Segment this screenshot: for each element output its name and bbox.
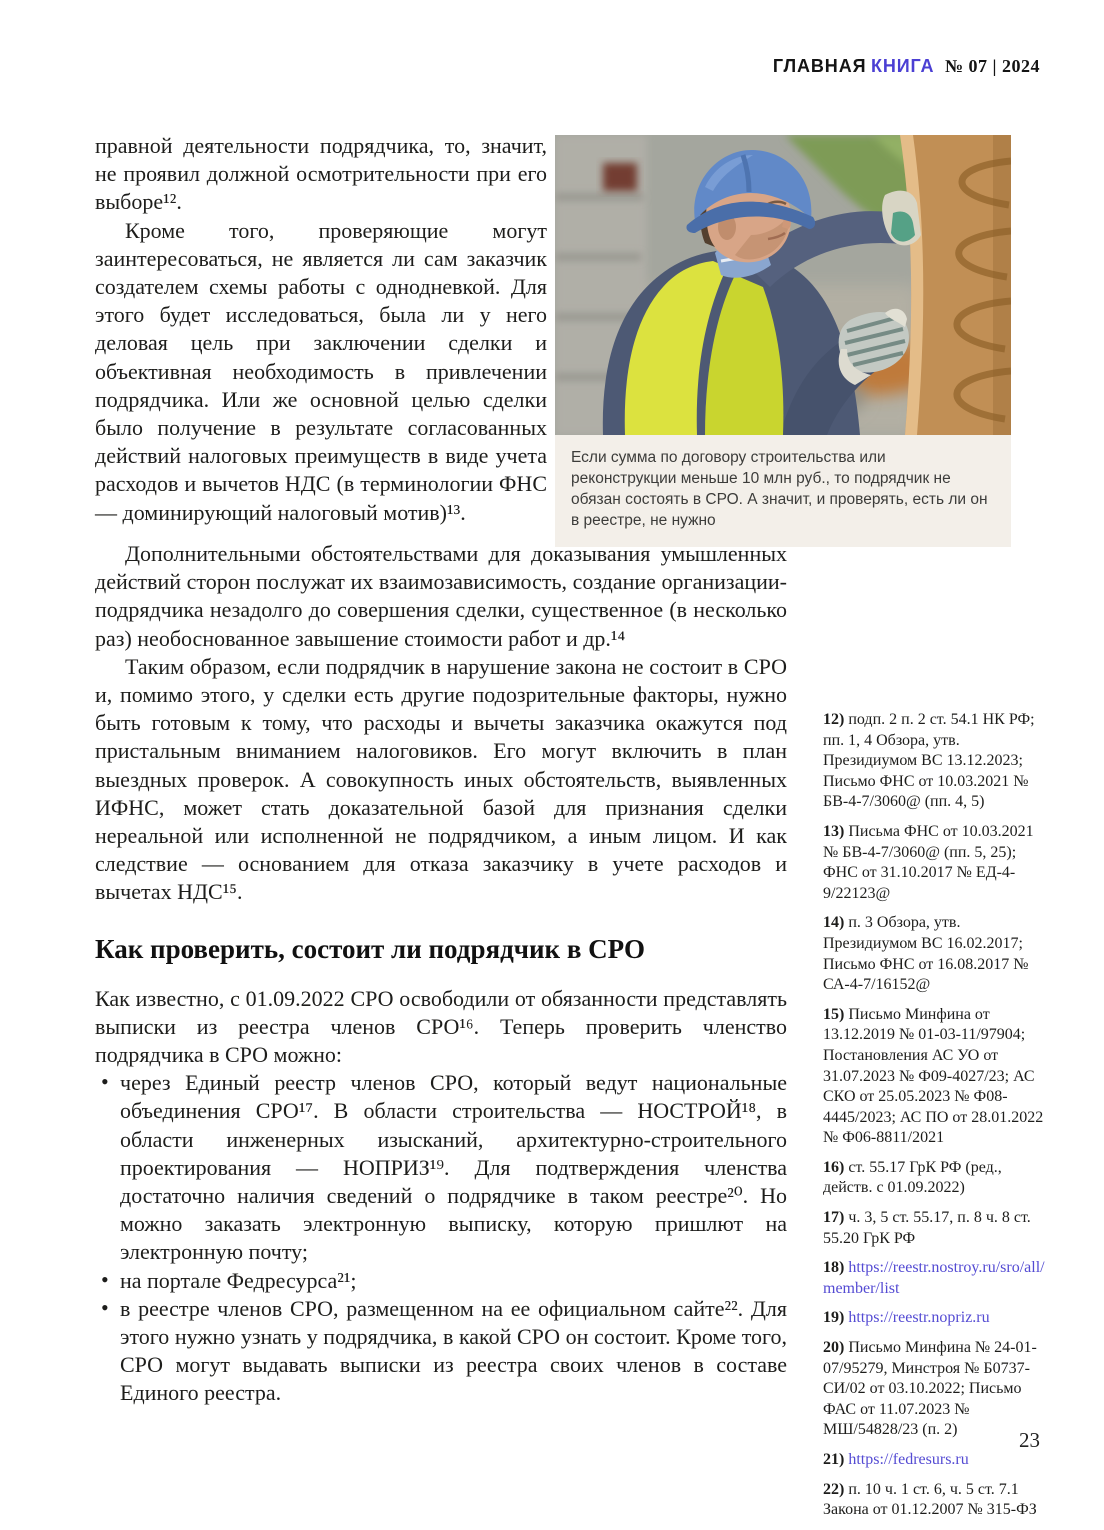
- paragraph: Кроме того, проверяющие могут заинтересоваться, не является ли сам заказчик создателем схемы работы с однодневкой. Для этого будет исследоваться, была ли у него деловая цель при заключении сделки и объективная необходимость в привлечении подрядчика. Или же основной целью сделки было получение в результате согласованных действий налоговых преимуществ в виде учета расходов и вычетов НДС (в терминологии ФНС — доминирующий налоговый мотив)¹³.: [95, 217, 547, 525]
- footnote: 20) Письмо Минфина № 24-01-07/95279, Минстроя № Б0737-СИ/02 от 03.10.2022; Письмо ФАС от 11.07.2023 № МШ/54828/23 (п. 2): [823, 1339, 1037, 1439]
- footnote: 18) https://reestr.nostroy.ru/sro/all/member/list: [823, 1259, 1045, 1297]
- photo-caption: Если сумма по договору строительства или реконструкции меньше 10 млн руб., то подрядчик не обязан состоять в СРО. А значит, и проверять, есть ли он в реестре, не нужно: [555, 435, 1011, 547]
- list-item: • через Единый реестр членов СРО, который ведут национальные объединения СРО¹⁷. В области строительства — НОСТРОЙ¹⁸, в области инженерных изысканий, архитектурно-строительного проектирования — НОПРИЗ¹⁹. Для подтверждения членства достаточно наличия сведений о подрядчике в таком реестре²⁰. Но можно заказать электронную выписку, которую пришлют на электронную почту;: [120, 1069, 787, 1266]
- list-item: • на портале Федресурса²¹;: [120, 1267, 787, 1295]
- footnotes-sidebar: [823, 710, 1051, 1530]
- masthead: [773, 56, 1040, 77]
- footnote: 19) https://reestr.nopriz.ru: [823, 1309, 990, 1327]
- footnote: 17) ч. 3, 5 ст. 55.17, п. 8 ч. 8 ст. 55.20 ГрК РФ: [823, 1209, 1031, 1247]
- footnote: 21) https://fedresurs.ru: [823, 1451, 969, 1468]
- footnote: 12) подп. 2 п. 2 ст. 54.1 НК РФ; пп. 1, 4 Обзора, утв. Президиумом ВС 13.12.2023; Письмо ФНС от 10.03.2021 № БВ-4-7/3060@ (пп. 4, 5): [823, 711, 1035, 811]
- paragraph: Таким образом, если подрядчик в нарушение закона не состоит в СРО и, помимо этого, у сделки есть другие подозрительные факторы, нужно быть готовым к тому, что расходы и вычеты заказчика окажутся под пристальным вниманием налоговиков. Его могут включить в план выездных проверок. А совокупность иных обстоятельств, выявленных ИФНС, может стать доказательной базой для признания сделки нереальной или исполненной не подрядчиком, а иным лицом. И как следствие — основанием для отказа заказчику в учете расходов и вычетах НДС¹⁵.: [95, 653, 787, 905]
- construction-worker-photo: [555, 135, 1011, 435]
- section-heading: Как проверить, состоит ли подрядчик в СРО: [95, 933, 645, 964]
- footnote: 15) Письмо Минфина от 13.12.2019 № 01-03-11/97904; Постановления АС УО от 31.07.2023 № Ф09-4027/23; АС СКО от 25.05.2023 № Ф08-4445/2023; АС ПО от 28.01.2022 № Ф06-8811/2021: [823, 1005, 1044, 1147]
- footnote-link[interactable]: https://reestr.nostroy.ru/sro/all/member/list: [823, 1259, 1045, 1297]
- footnote-link[interactable]: https://reestr.nopriz.ru: [848, 1309, 990, 1327]
- bullet-list: [95, 1069, 787, 1407]
- list-item: • в реестре членов СРО, размещенном на ее официальном сайте²². Для этого нужно узнать у подрядчика, в какой СРО он состоит. Кроме того, СРО могут выдавать выписки из реестра своих членов в составе Единого реестра.: [120, 1295, 787, 1408]
- footnote: 14) п. 3 Обзора, утв. Президиумом ВС 16.02.2017; Письмо ФНС от 16.08.2017 № СА-4-7/16152@: [823, 914, 1029, 994]
- brand-accent: КНИГА: [870, 56, 935, 76]
- footnote: 22) п. 10 ч. 1 ст. 6, ч. 5 ст. 7.1 Закона от 01.12.2007 № 315-ФЗ: [823, 1480, 1037, 1519]
- paragraph: Дополнительными обстоятельствами для доказывания умышленных действий сторон послужат их взаимозависимость, создание организации-подрядчика незадолго до совершения сделки, существенное (в несколько раз) необоснованное завышение стоимости работ и др.¹⁴: [95, 541, 787, 651]
- left-text-column: [95, 132, 547, 527]
- issue-number: № 07 | 2024: [944, 56, 1040, 76]
- page-number: 23: [1019, 1428, 1040, 1452]
- article-body: [95, 540, 787, 1408]
- paragraph: правной деятельности подрядчика, то, значит, не проявил должной осмотрительности при его выборе¹².: [95, 133, 547, 215]
- paragraph: Как известно, с 01.09.2022 СРО освободили от обязанности представлять выписки из реестра членов СРО¹⁶. Теперь проверить членство подрядчика в СРО можно:: [95, 985, 787, 1068]
- photo-block: [555, 135, 1011, 547]
- footnote: 16) ст. 55.17 ГрК РФ (ред., действ. с 01.09.2022): [823, 1158, 1002, 1197]
- brand-primary: ГЛАВНАЯ: [772, 56, 867, 76]
- footnote-link[interactable]: https://fedresurs.ru: [848, 1451, 969, 1468]
- footnote: 13) Письма ФНС от 10.03.2021 № БВ-4-7/3060@ (пп. 5, 25); ФНС от 31.10.2017 № ЕД-4-9/22123@: [823, 822, 1034, 902]
